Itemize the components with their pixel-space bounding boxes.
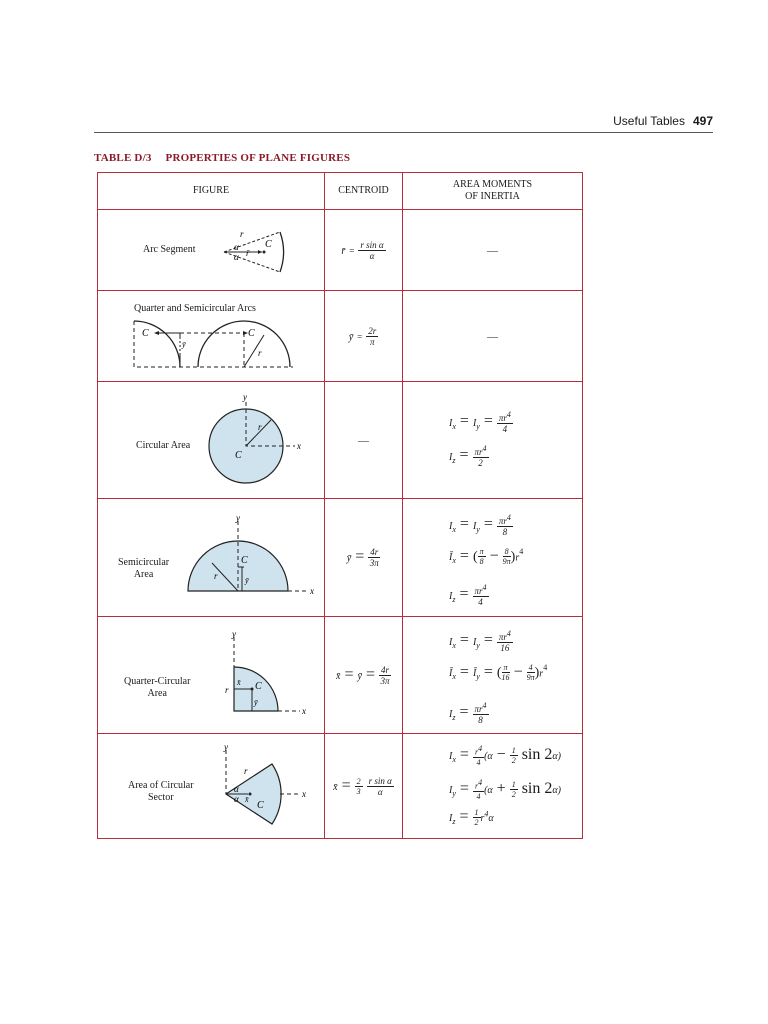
svg-text:x̄: x̄ bbox=[237, 678, 241, 687]
table-row bbox=[98, 210, 583, 291]
svg-text:ȳ: ȳ bbox=[254, 698, 258, 707]
svg-text:α: α bbox=[234, 242, 239, 252]
svg-text:C: C bbox=[248, 328, 255, 339]
figure-cell bbox=[98, 617, 325, 734]
page-number: 497 bbox=[692, 114, 713, 128]
table-title: PROPERTIES OF PLANE FIGURES bbox=[165, 152, 351, 164]
svg-text:ȳ: ȳ bbox=[182, 340, 186, 349]
header-figure: FIGURE bbox=[98, 173, 325, 210]
centroid-cell: x̄ = ȳ = $\frac{4r}{3\pi}$ bbox=[325, 617, 403, 734]
svg-text:C: C bbox=[257, 800, 264, 811]
figure-label: Circular Area bbox=[136, 440, 191, 451]
inertia-cell: $I_x = I_y$ = $\frac{\pi r^4}{8}$ $Ī_x$ = ( $\frac{\pi}{8}$ − $\frac{8}{9\pi}$ )$r^4$ $I_z$ = $\frac{\pi r^4}{4}$ bbox=[403, 499, 583, 617]
header-centroid: CENTROID bbox=[325, 173, 403, 210]
svg-text:y: y bbox=[236, 515, 240, 523]
inertia-cell: $I_x$ = $\frac{r^4}{4}$ (α − $\frac{1}{2}$ sin 2α) $I_y$ = $\frac{r^4}{4}$ (α + $\frac{1}{2}$ sin 2α) $I_z$ = $\frac{1}{2}$ $r^4\alpha$ bbox=[403, 734, 583, 839]
inertia-cell: — bbox=[403, 291, 583, 382]
svg-text:C: C bbox=[255, 681, 262, 692]
figure-label: Arc Segment bbox=[143, 244, 196, 255]
svg-text:r: r bbox=[244, 766, 248, 776]
header-rule bbox=[94, 132, 713, 133]
header-inertia: AREA MOMENTS OF INERTIA bbox=[403, 173, 583, 210]
svg-text:r̄: r̄ bbox=[246, 248, 250, 258]
table-row bbox=[98, 499, 583, 617]
figure-label: Area of Circular Sector bbox=[128, 780, 194, 803]
table-header-row bbox=[98, 173, 583, 210]
svg-text:r: r bbox=[214, 571, 218, 581]
svg-text:α: α bbox=[234, 252, 239, 262]
running-head bbox=[0, 114, 713, 128]
svg-text:C: C bbox=[265, 239, 272, 250]
svg-text:r: r bbox=[258, 348, 262, 358]
circular-sector-diagram bbox=[214, 744, 324, 834]
svg-text:C: C bbox=[241, 555, 248, 566]
quarter-circular-area-diagram bbox=[224, 631, 324, 721]
svg-text:α: α bbox=[234, 794, 239, 804]
figure-cell bbox=[98, 734, 325, 839]
svg-text:x: x bbox=[297, 441, 301, 451]
table-number: TABLE D/3 bbox=[94, 152, 152, 164]
svg-text:x: x bbox=[302, 789, 306, 799]
svg-text:r: r bbox=[240, 229, 244, 239]
arc-segment-diagram bbox=[220, 224, 320, 284]
circular-area-diagram bbox=[203, 392, 313, 492]
centroid-cell: r̄ = $\frac{\text{r sin α}}{\alpha}$ bbox=[325, 210, 403, 291]
svg-text:r: r bbox=[258, 422, 262, 432]
figure-cell bbox=[98, 382, 325, 499]
svg-text:C: C bbox=[235, 450, 242, 461]
centroid-cell: ȳ = $\frac{4r}{3\pi}$ bbox=[325, 499, 403, 617]
figure-label: Semicircular Area bbox=[118, 557, 170, 580]
svg-text:r: r bbox=[225, 685, 229, 695]
svg-text:x: x bbox=[302, 706, 306, 716]
properties-table bbox=[97, 172, 583, 839]
figure-cell bbox=[98, 291, 325, 382]
svg-text:C: C bbox=[142, 328, 149, 339]
inertia-cell: $I_x = I_y$ = $\frac{\pi r^4}{16}$ $Ī_x$ = $Ī_y$ = ( $\frac{\pi}{16}$ − $\frac{4}{9\pi}$ )$r^4$ $I_z$ = $\frac{\pi r^4}{8}$ bbox=[403, 617, 583, 734]
table-row bbox=[98, 382, 583, 499]
table-caption bbox=[94, 152, 350, 164]
figure-label: Quarter-Circular Area bbox=[124, 676, 191, 699]
svg-text:x̄: x̄ bbox=[245, 795, 249, 804]
figure-cell bbox=[98, 499, 325, 617]
table-row bbox=[98, 291, 583, 382]
svg-text:y: y bbox=[232, 631, 236, 639]
quarter-semicircular-arcs-diagram bbox=[128, 315, 298, 375]
svg-text:x: x bbox=[310, 586, 314, 596]
centroid-cell: — bbox=[325, 382, 403, 499]
inertia-cell: — bbox=[403, 210, 583, 291]
figure-cell bbox=[98, 210, 325, 291]
svg-text:ȳ: ȳ bbox=[245, 576, 249, 585]
table-row bbox=[98, 734, 583, 839]
semicircular-area-diagram bbox=[184, 515, 324, 599]
table-row bbox=[98, 617, 583, 734]
centroid-cell: ȳ = $\frac{2r}{\pi}$ bbox=[325, 291, 403, 382]
centroid-cell: x̄ = $\frac{2}{3}$ $\frac{\text{r sin α}}{\alpha}$ bbox=[325, 734, 403, 839]
svg-text:α: α bbox=[234, 784, 239, 794]
inertia-cell: $I_x = I_y$ = $\frac{\pi r^4}{4}$ $I_z$ = $\frac{\pi r^4}{2}$ bbox=[403, 382, 583, 499]
running-head-title: Useful Tables bbox=[613, 114, 685, 128]
figure-label: Quarter and Semicircular Arcs bbox=[134, 303, 256, 314]
svg-text:y: y bbox=[243, 392, 247, 402]
svg-text:y: y bbox=[224, 744, 228, 752]
